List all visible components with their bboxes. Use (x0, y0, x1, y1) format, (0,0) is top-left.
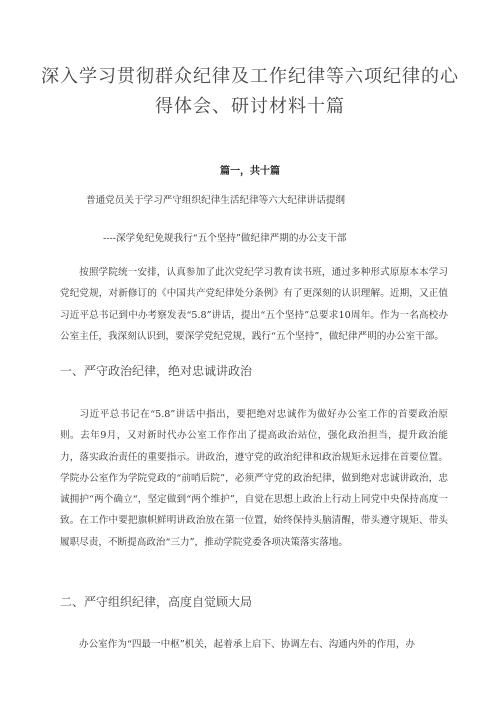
title-line-2: 得体会、研讨材料十篇 (155, 96, 345, 117)
paragraph-intro (60, 262, 448, 347)
title-line-1: 深入学习贯彻群众纪律及工作纪律等六项纪律的心 (41, 66, 459, 87)
speech-outline-title: 普通党员关于学习严守组织纪律生活纪律等六大纪律讲话提纲 (86, 195, 346, 206)
section-heading-2: 二、严守组织纪律，高度自觉顾大局 (60, 595, 253, 609)
paragraph-organization (60, 634, 448, 655)
chapter-label: 篇一，共十篇 (220, 166, 280, 177)
paragraph-intro-text: 按照学院统一安排，认真参加了此次党纪学习教育读书班，通过多种形式原原本本学习党纪党规，对新修订的《中国共产党纪律处分条例》有了更深刻的认识理解。近期，又正值习近平总书记到中办考察发表“5.8”讲话，提出“五个坚持”总要求10周年。作为一名高校办公室主任，我深刻认识到，要深学党纪党规，践行“五个坚持”，做纪律严明的办公室干部。 (60, 267, 448, 342)
paragraph-organization-text: 办公室作为“四最一中枢”机关，起着承上启下、协调左右、沟通内外的作用，办 (79, 639, 415, 650)
document-title (30, 62, 470, 122)
section-heading-1: 一、严守政治纪律，绝对忠诚讲政治 (60, 364, 253, 378)
paragraph-political (60, 404, 448, 553)
paragraph-political-text: 习近平总书记在“5.8”讲话中指出，要把绝对忠诚作为做好办公室工作的首要政治原则。去年9月，又对新时代办公室工作作出了提高政治站位，强化政治担当，提升政治能力，落实政治责任的重要指示。讲政治，遵守党的政治纪律和政治规矩永远排在首要位置。学院办公室作为学院党政的“前哨后院”，必须严守党的政治纪律，做到绝对忠诚讲政治，忠诚拥护“两个确立“，坚定做到“两个维护”，自觉在思想上政治上行动上同党中央保持高度一致。在工作中要把旗帜鲜明讲政治放在第一位置，始终保持头脑清醒，带头遵守规矩、带头履职尽责，不断提高政治“三力”，推动学院党委各项决策落实落地。 (60, 409, 448, 548)
speech-outline-subtitle: ----深学免纪免规我行“五个坚持”做纪律严期的办公支干部 (103, 233, 347, 244)
